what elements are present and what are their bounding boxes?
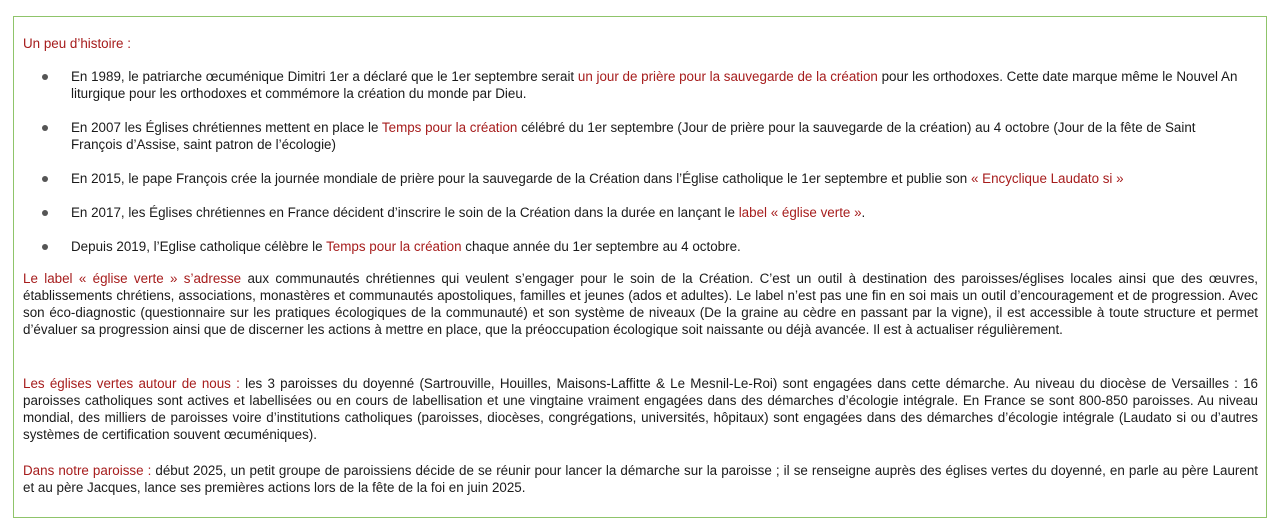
list-item [23,119,1245,153]
paragraph-highlight: Le label « église verte » s’adresse [23,271,242,286]
nearby-churches-paragraph [23,375,1258,443]
item-highlight: label « église verte » [738,205,862,220]
item-text: pour les orthodoxes. Cette date marque même le Nouvel An liturgique pour les orthodoxes et commémore la création du monde par Dieu. [71,69,1238,101]
item-text: chaque année du 1er septembre au 4 octobre. [461,239,741,254]
item-text: En 2017, les Églises chrétiennes en France décident d’inscrire le soin de la Création dans la durée en lançant le [71,205,739,220]
item-text: Depuis 2019, l’Eglise catholique célèbre le [71,239,327,254]
bullet-icon [42,176,48,182]
list-item [23,204,1245,221]
bullet-icon [42,244,48,250]
list-item [23,238,1245,255]
item-text: En 1989, le patriarche œcuménique Dimitri 1er a déclaré que le 1er septembre serait [71,69,578,84]
bullet-icon [42,210,48,216]
parish-paragraph [23,462,1258,496]
section-heading: Un peu d’histoire : [23,36,131,51]
item-text: En 2007 les Églises chrétiennes mettent en place le [71,120,382,135]
paragraph-highlight: Les églises vertes autour de nous : [23,376,240,391]
list-item [23,170,1245,187]
item-highlight: Temps pour la création [326,239,462,254]
item-highlight: un jour de prière pour la sauvegarde de la création [577,69,878,84]
item-text: célébré du 1er septembre (Jour de prière pour la sauvegarde de la création) au 4 octobre (Jour de la fête de Saint François d’Assise, saint patron de l’écologie) [71,120,1196,152]
item-highlight: Temps pour la création [381,120,518,135]
bullet-icon [42,74,48,80]
paragraph-text: début 2025, un petit groupe de paroissiens décide de se réunir pour lancer la démarche sur la paroisse ; il se renseigne auprès des églises vertes du doyenné, en parle au père Laurent et au père Jacques, lance ses premières actions lors de la fête de la foi en juin 2025. [23,463,1258,495]
item-highlight: « Encyclique Laudato si » [970,171,1124,186]
label-paragraph [23,270,1258,338]
bullet-icon [42,125,48,131]
list-item [23,68,1245,102]
paragraph-text: les 3 paroisses du doyenné (Sartrouville, Houilles, Maisons-Laffitte & Le Mesnil-Le-Roi) sont engagées dans cette démarche. Au niveau du diocèse de Versailles : 16 paroisses catholiques sont actives et labellisées ou en cours de labellisation et une vingtaine vraiment engagées dans des démarches d’écologie intégrale. En France se sont 800-850 paroisses. Au niveau mondial, des milliers de paroisses voire d’institutions catholiques (paroisses, diocèses, congrégations, universités, hôpitaux) sont engagées dans des démarches d’écologie intégrale (Laudato si ou d’autres systèmes de certification souvent œcuméniques). [23,376,1258,442]
item-text: En 2015, le pape François crée la journée mondiale de prière pour la sauvegarde de la Création dans l’Église catholique le 1er septembre et publie son [71,171,971,186]
paragraph-highlight: Dans notre paroisse : [23,463,152,478]
paragraph-text: aux communautés chrétiennes qui veulent s’engager pour le soin de la Création. C’est un outil à destination des paroisses/églises locales ainsi que des œuvres, établissements chrétiens, associations, monastères et communautés apostoliques, familles et jeunes (ados et adultes). Le label n’est pas une fin en soi mais un outil d’encouragement et de progression. Avec son éco-diagnostic (questionnaire sur les pratiques écologiques de la communauté) et son système de niveaux (De la graine au cèdre en passant par la vigne), il est accessible à toute structure et permet d’évaluer sa progression ainsi que de discerner les actions à mettre en place, que la préoccupation écologique soit naissante ou déjà avancée. Il est à actualiser régulièrement. [23,271,1258,337]
item-text: . [861,205,866,220]
history-list [23,68,1245,272]
